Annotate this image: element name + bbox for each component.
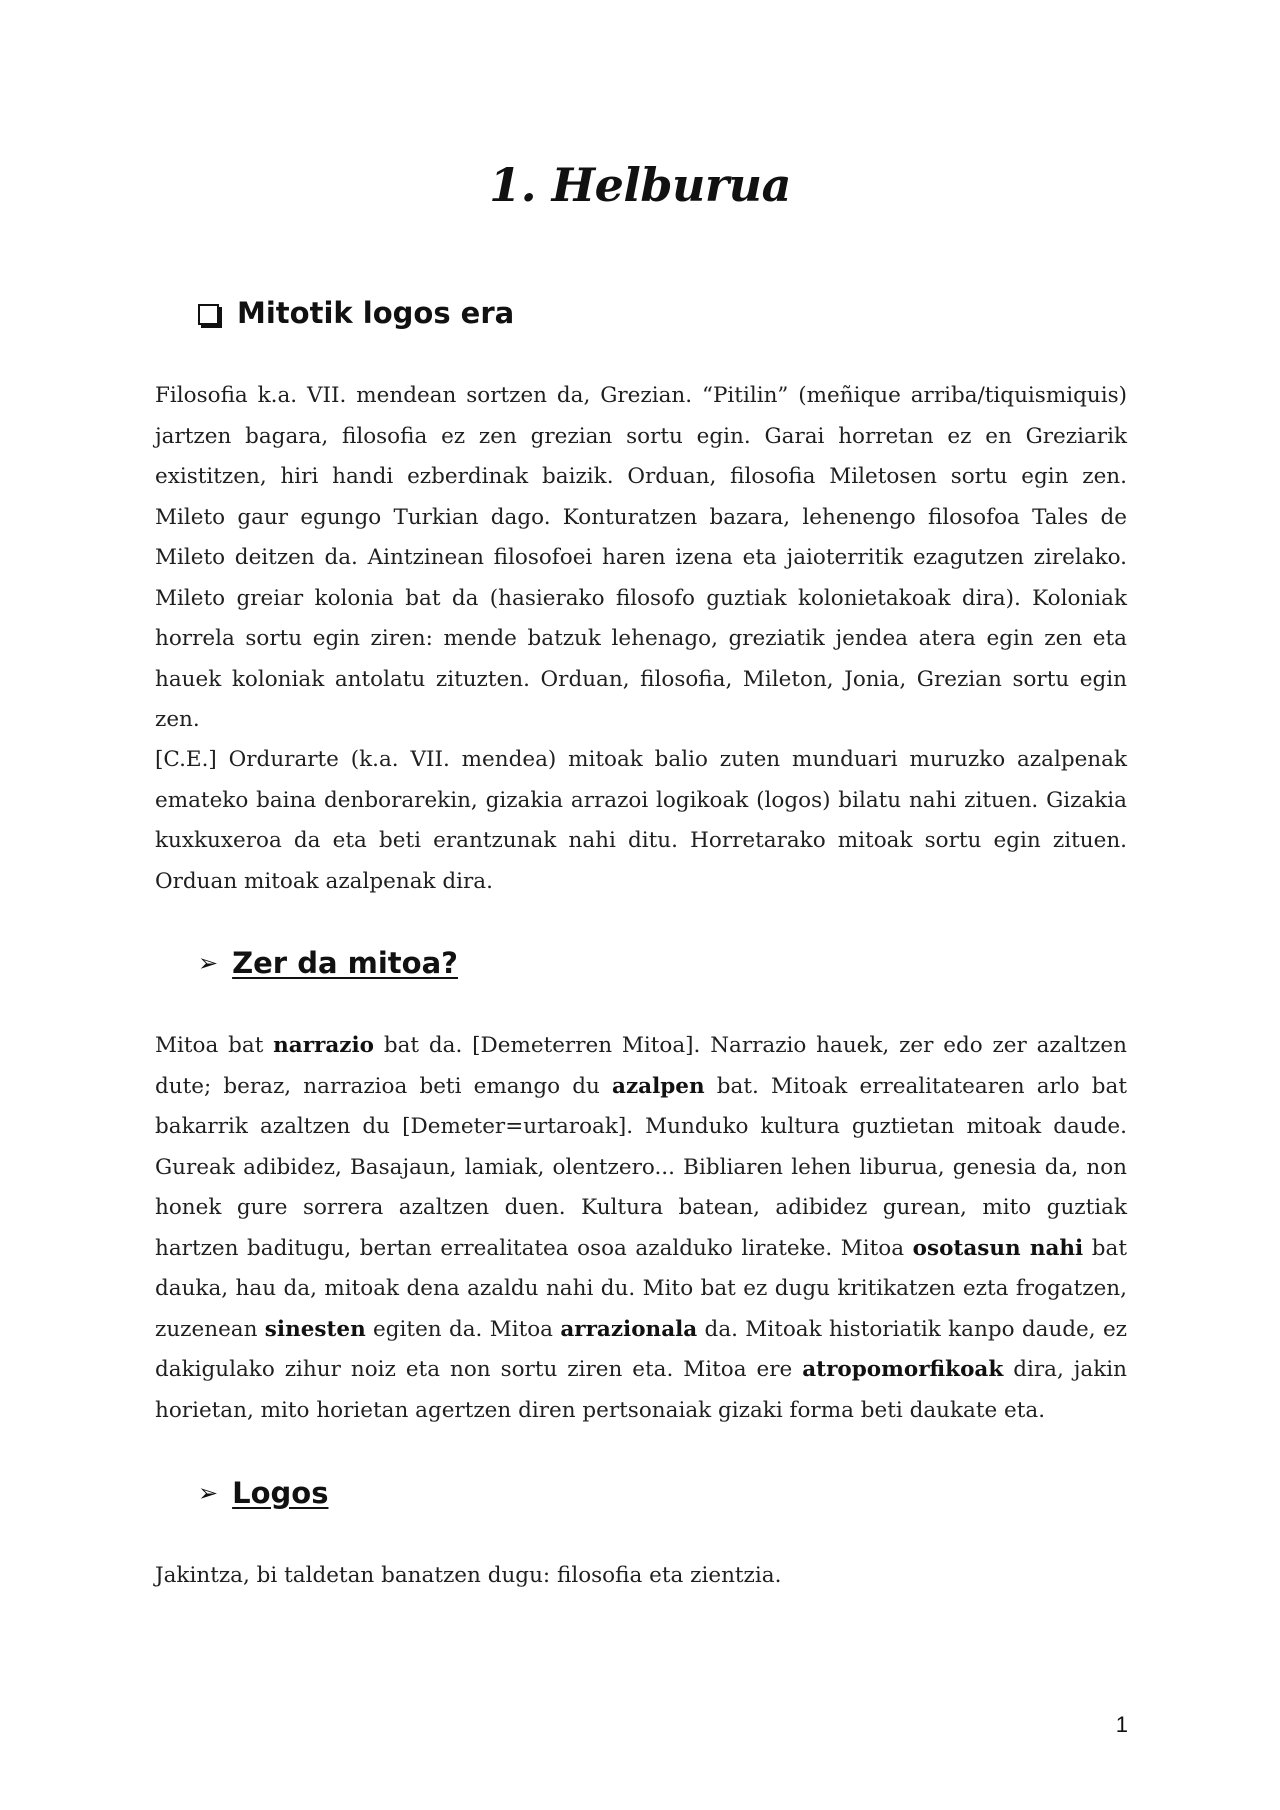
arrow-bullet-icon: ➢ [198, 949, 219, 977]
paragraph-filosofia: Filosofia k.a. VII. mendean sortzen da, Grezian. “Pitilin” (meñique arriba/tiquismiquis) jartzen bagara, filosofia ez zen grezian sortu egin. Garai horretan ez en Greziarik existitzen, hiri handi ezberdinak baizik. Orduan, filosofia Miletosen sortu egin zen. Mileto gaur egungo Turkian dago. Konturatzen bazara, lehenengo filosofoa Tales de Mileto deitzen da. Aintzinean filosofoei haren izena eta jaioterritik ezagutzen zirelako. Mileto greiar kolonia bat da (hasierako filosofo guztiak kolonietakoak dira). Koloniak horrela sortu egin ziren: mende batzuk lehenago, greziatik jendea atera egin zen eta hauek koloniak antolatu zituzten. Orduan, filosofia, Mileton, Jonia, Grezian sortu egin zen. [155, 383, 1127, 732]
section-heading-label: Zer da mitoa? [232, 946, 458, 980]
bold-term: arrazionala [560, 1316, 698, 1342]
section-heading-label: Logos [232, 1476, 329, 1510]
paragraph-ordurarte: [C.E.] Ordurarte (k.a. VII. mendea) mitoak balio zuten munduari muruzko azalpenak emateko baina denborarekin, gizakia arrazoi logikoak (logos) bilatu nahi zituen. Gizakia kuxkuxeroa da eta beti erantzunak nahi ditu. Horretarako mitoak sortu egin zituen. Orduan mitoak azalpenak dira. [155, 747, 1127, 894]
section-heading-logos [198, 1476, 328, 1510]
bold-term: osotasun nahi [912, 1235, 1084, 1261]
section-heading-label: Mitotik logos era [237, 296, 515, 330]
text-segment: bat dauka, hau da, mitoak dena azaldu nahi du. Mito bat ez dugu kritikatzen ezta frogatzen, zuzenean [155, 1235, 1127, 1342]
paragraph-jakintza: Jakintza, bi taldetan banatzen dugu: filosofia eta zientzia. [155, 1563, 782, 1588]
section-heading-zer-da-mitoa [198, 946, 458, 980]
arrow-bullet-icon: ➢ [198, 1479, 219, 1507]
text-segment: egiten da. Mitoa [365, 1316, 561, 1342]
text-segment: da. Mitoak historiatik kanpo daude, ez dakigulako zihur noiz eta non sortu ziren eta. Mitoa ere [155, 1316, 1127, 1382]
bold-term: narrazio [273, 1033, 375, 1058]
section-heading-mitotik-logos [198, 296, 514, 330]
bold-term: atropomorfikoak [802, 1357, 1004, 1382]
paragraph-mitoa [155, 1026, 1127, 1431]
bold-term: azalpen [612, 1073, 705, 1099]
checkbox-bullet-icon [198, 304, 219, 325]
text-segment: bat da. [Demeterren Mitoa]. Narrazio hauek, zer edo zer azaltzen dute; beraz, narrazioa beti emango du [155, 1033, 1127, 1099]
text-segment: dira, jakin horietan, mito horietan agertzen diren pertsonaiak gizaki forma beti daukate eta. [155, 1357, 1127, 1423]
bold-term: sinesten [264, 1316, 366, 1342]
page-number: 1 [1115, 1712, 1128, 1737]
text-segment: bat. Mitoak errealitatearen arlo bat bakarrik azaltzen du [Demeter=urtaroak]. Munduko kultura guztietan mitoak daude. Gureak adibidez, Basajaun, lamiak, olentzero... Bibliaren lehen liburua, genesia da, non honek gure sorrera azaltzen duen. Kultura batean, adibidez gurean, mito guztiak hartzen baditugu, bertan errealitatea osoa azalduko lirateke. Mitoa [155, 1073, 1127, 1261]
text-segment: Mitoa bat [155, 1033, 274, 1058]
page-title: 1. Helburua [489, 158, 791, 212]
